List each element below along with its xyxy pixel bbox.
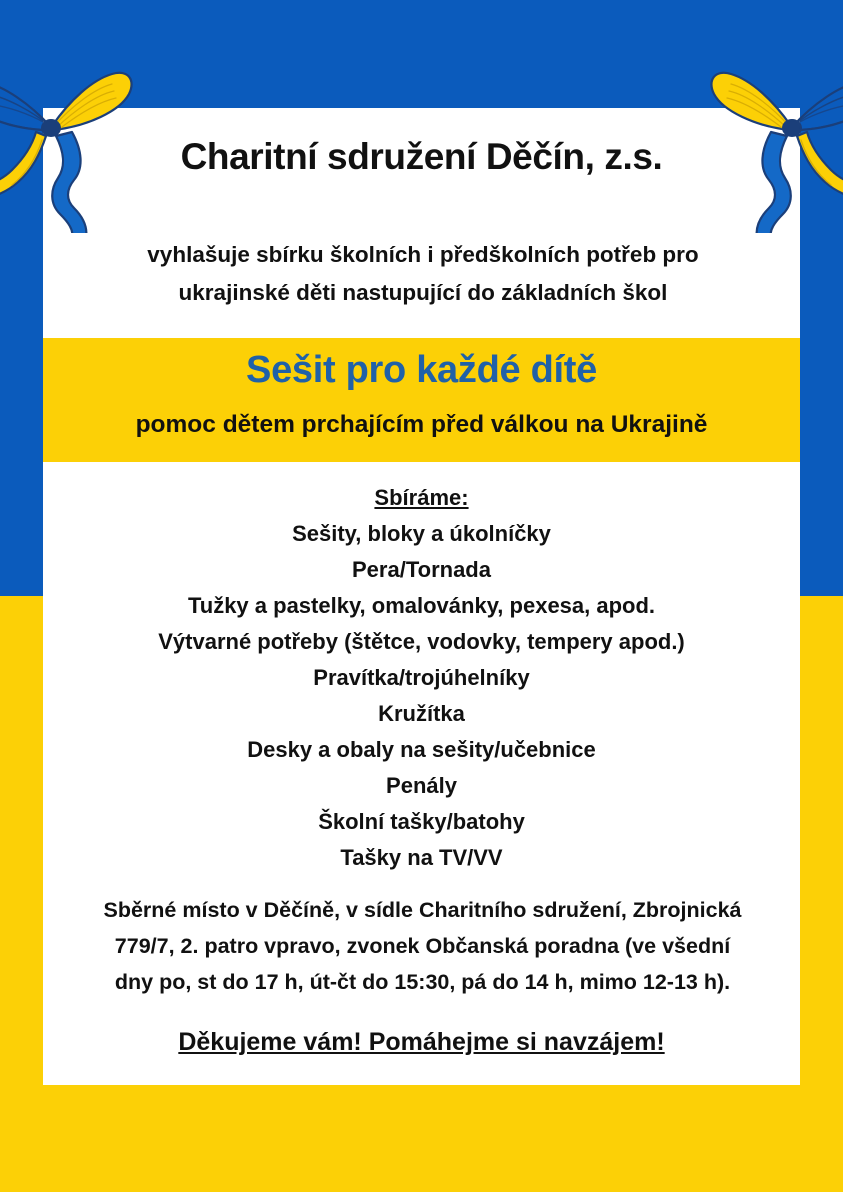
list-item: Sešity, bloky a úkolníčky xyxy=(292,521,551,546)
list-item: Pravítka/trojúhelníky xyxy=(313,665,530,690)
announcement-subtitle-line-2: ukrajinské děti nastupující do základních škol xyxy=(178,280,668,305)
list-item: Pera/Tornada xyxy=(352,557,491,582)
list-item: Výtvarné potřeby (štětce, vodovky, tempery apod.) xyxy=(158,629,685,654)
campaign-subline: pomoc dětem prchajícím před válkou na Ukrajině xyxy=(135,411,708,438)
campaign-banner xyxy=(43,338,800,462)
list-item: Penály xyxy=(386,773,457,798)
list-item: Tužky a pastelky, omalovánky, pexesa, apod. xyxy=(187,593,656,618)
dropoff-address-line-3: dny po, st do 17 h, út-čt do 15:30, pá do 14 h, mimo 12-13 h). xyxy=(114,970,731,994)
list-item: Desky a obaly na sešity/učebnice xyxy=(247,737,596,762)
dropoff-address-line-1: Sběrné místo v Děčíně, v sídle Charitního sdružení, Zbrojnická xyxy=(103,898,742,922)
announcement-subtitle xyxy=(73,236,773,312)
announcement-subtitle-line-1: vyhlašuje sbírku školních i předškolních potřeb pro xyxy=(147,242,699,267)
dropoff-address xyxy=(60,892,785,1000)
campaign-headline: Sešit pro každé dítě xyxy=(246,349,597,391)
organization-title: Charitní sdružení Děčín, z.s. xyxy=(180,136,663,177)
collection-heading: Sbíráme: xyxy=(374,485,469,510)
list-item: Tašky na TV/VV xyxy=(340,845,503,870)
list-item: Kružítka xyxy=(378,701,465,726)
thanks-message: Děkujeme vám! Pomáhejme si navzájem! xyxy=(178,1028,665,1056)
list-item: Školní tašky/batohy xyxy=(318,809,525,834)
dropoff-address-line-2: 779/7, 2. patro vpravo, zvonek Občanská poradna (ve všední xyxy=(114,934,731,958)
collection-list xyxy=(43,480,800,876)
